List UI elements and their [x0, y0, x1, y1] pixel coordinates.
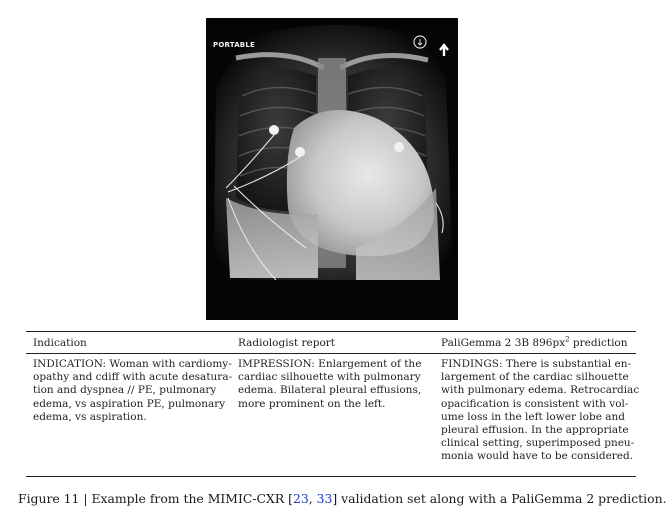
- citation-link-33[interactable]: 33: [316, 491, 333, 506]
- prediction-line: pleural effusion. In the appropriate: [441, 424, 629, 437]
- citation-link-23[interactable]: 23: [292, 491, 309, 506]
- indication-line: INDICATION: Woman with cardiomy-: [33, 358, 232, 370]
- header-prediction-sup: 2: [565, 335, 570, 344]
- prediction-line: opacification is consistent with vol-: [441, 397, 629, 410]
- header-prediction: [441, 337, 628, 350]
- table-header-rule: [26, 353, 636, 354]
- header-radiologist-report: Radiologist report: [238, 337, 336, 349]
- caption-part2: ] validation set along with a PaliGemma 2 prediction.: [332, 491, 667, 506]
- prediction-line: with pulmonary edema. Retrocardiac: [441, 384, 640, 397]
- report-line: IMPRESSION: Enlargement of the: [238, 358, 422, 370]
- prediction-line: clinical setting, superimposed pneu-: [441, 437, 635, 450]
- prediction-line: FINDINGS: There is substantial en-: [441, 358, 632, 370]
- header-indication: Indication: [33, 337, 87, 349]
- caption-sep: ,: [308, 491, 317, 506]
- radiologist-report-text: [238, 358, 430, 411]
- indication-line: tion and dyspnea // PE, pulmonary: [33, 384, 217, 397]
- indication-text: [33, 358, 233, 424]
- report-line: edema. Bilateral pleural effusions,: [238, 384, 422, 397]
- portable-label: PORTABLE: [213, 41, 255, 49]
- header-prediction-prefix: PaliGemma 2 3B 896px: [441, 337, 566, 349]
- header-prediction-suffix: prediction: [569, 337, 628, 349]
- prediction-line: monia would have to be considered.: [441, 450, 634, 463]
- prediction-text: [441, 358, 640, 464]
- prediction-line: largement of the cardiac silhouette: [441, 371, 629, 384]
- report-line: cardiac silhouette with pulmonary: [238, 371, 421, 384]
- table-bottom-rule: [26, 476, 636, 477]
- prediction-line: ume loss in the left lower lobe and: [441, 410, 626, 423]
- indication-line: opathy and cdiff with acute desatura-: [33, 371, 233, 384]
- indication-line: edema, vs aspiration PE, pulmonary: [33, 397, 226, 410]
- caption-part1: Figure 11 | Example from the MIMIC-CXR [: [18, 491, 293, 506]
- figure-caption: [18, 491, 667, 506]
- chest-xray-image: [206, 18, 458, 320]
- indication-line: edema, vs aspiration.: [33, 410, 147, 423]
- report-line: more prominent on the left.: [238, 397, 386, 410]
- table-top-rule: [26, 331, 636, 332]
